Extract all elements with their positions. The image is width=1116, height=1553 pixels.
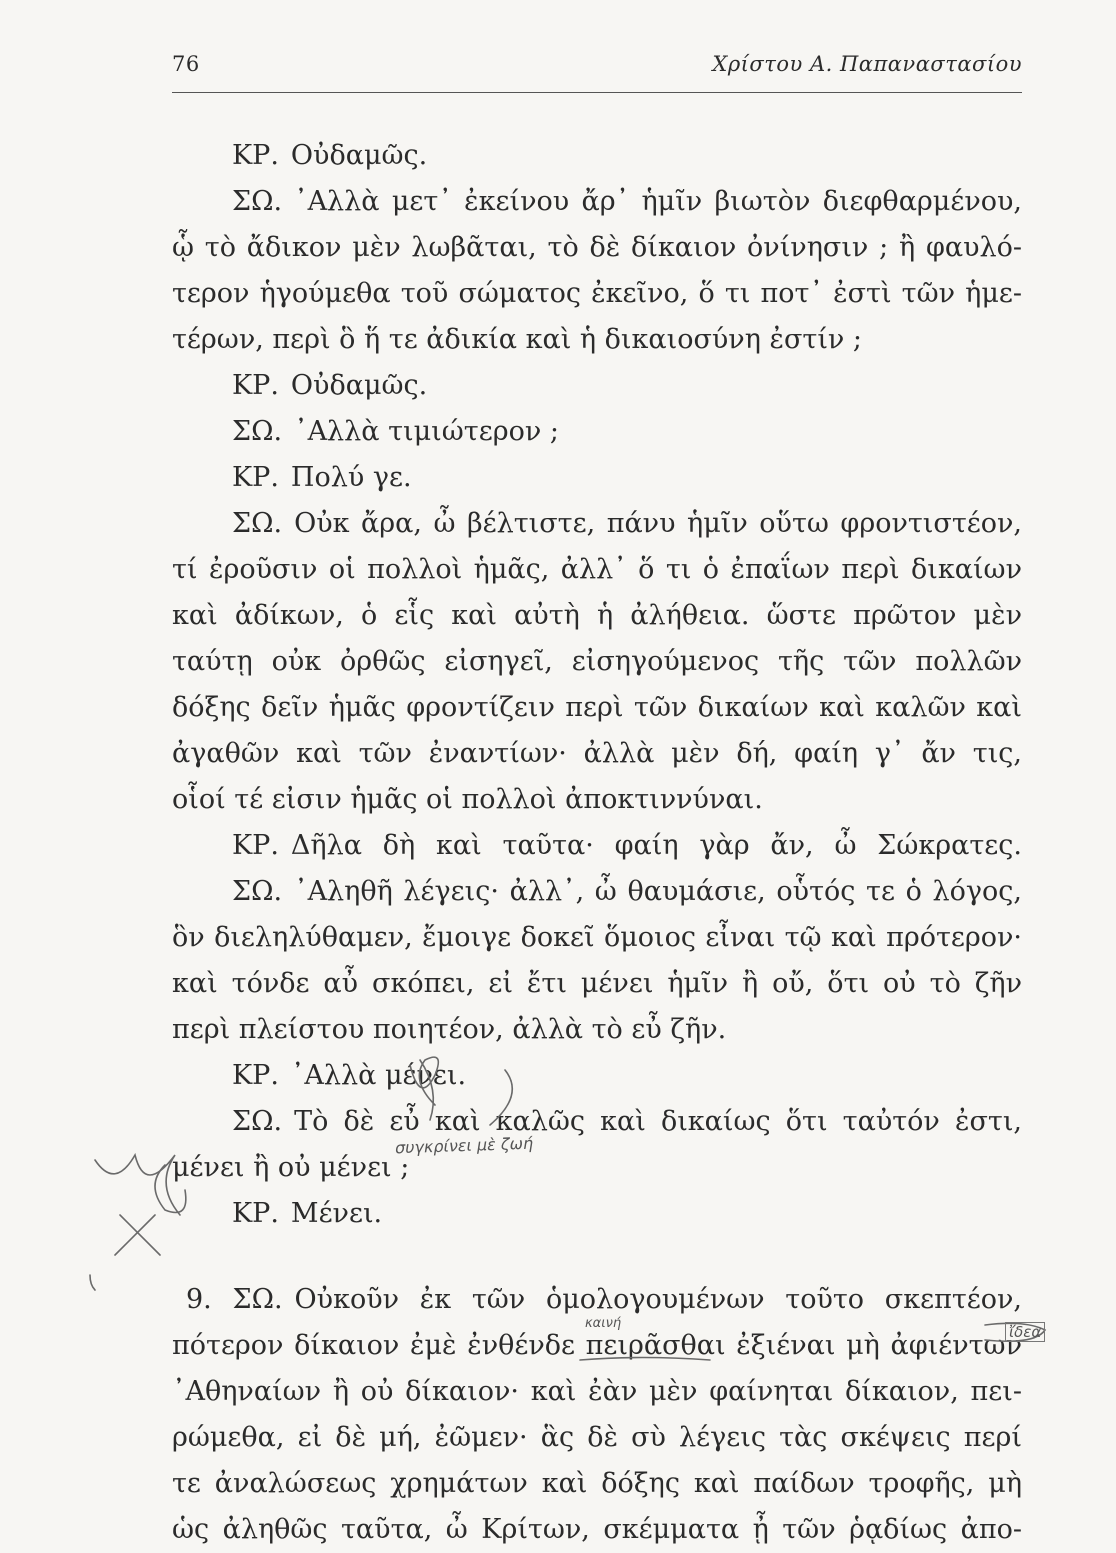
dialogue-line [172, 1191, 1022, 1237]
page-number: 76 [172, 52, 200, 76]
paragraph-gap [172, 1237, 1022, 1277]
text-line: ᾧ τὸ ἄδικον μὲν λωβᾶται, τὸ δὲ δίκαιον ὀνίνησιν ; ἢ φαυλό- [172, 232, 1022, 263]
text-line: καὶ ἀδίκων, ὁ εἷς καὶ αὐτὴ ἡ ἀλήθεια. ὥστε πρῶτον μὲν [172, 600, 1022, 631]
dialogue-line [172, 823, 1022, 869]
line-text: Πολύ γε. [290, 462, 412, 493]
text-line: τί ἐροῦσιν οἱ πολλοὶ ἡμᾶς, ἀλλ᾿ ὅ τι ὁ ἐπαΐων περὶ δικαίων [172, 554, 1022, 585]
margin-note-kaine: καινή [585, 1316, 622, 1331]
speaker-label: 9. ΣΩ. [186, 1284, 283, 1315]
speaker-label: ΚΡ. [232, 140, 279, 171]
text-line: ὃν διεληλύθαμεν, ἔμοιγε δοκεῖ ὅμοιος εἶναι τῷ καὶ πρότερον· [172, 922, 1022, 953]
text-line: οἷοί τέ εἰσιν ἡμᾶς οἱ πολλοὶ ἀποκτιννύναι. [172, 784, 763, 815]
dialogue-line [172, 409, 1022, 455]
margin-note-box: ἴδεα [1005, 1322, 1045, 1342]
text-line: ὡς ἀληθῶς ταῦτα, ὦ Κρίτων, σκέμματα ᾖ τῶν ῥᾳδίως ἀπο- [172, 1514, 1022, 1545]
line-text: Δῆλα δὴ καὶ ταῦτα· φαίη γὰρ ἄν, ὦ Σώκρατες. [290, 830, 1022, 861]
text-line: πότερον δίκαιον ἐμὲ ἐνθένδε πειρᾶσθαι ἐξιέναι μὴ ἀφιέντων [172, 1330, 1022, 1361]
text-line: δόξης δεῖν ἡμᾶς φροντίζειν περὶ τῶν δικαίων καὶ καλῶν καὶ [172, 692, 1022, 723]
text-line: τέρων, περὶ ὃ ἥ τε ἀδικία καὶ ἡ δικαιοσύνη ἐστίν ; [172, 324, 863, 355]
line-text: Μένει. [290, 1198, 383, 1229]
dialogue-line [172, 501, 1022, 547]
dialogue-line [172, 1099, 1022, 1145]
text-line: ᾿Αθηναίων ἢ οὐ δίκαιον· καὶ ἐὰν μὲν φαίνηται δίκαιον, πει- [172, 1376, 1022, 1407]
speaker-label: ΣΩ. [232, 876, 283, 907]
speaker-label: ΚΡ. [232, 830, 279, 861]
text-line: ρώμεθα, εἰ δὲ μή, ἐῶμεν· ἃς δὲ σὺ λέγεις τὰς σκέψεις περί [172, 1422, 1022, 1453]
speaker-label: ΣΩ. [232, 416, 283, 447]
dialogue-line [172, 363, 1022, 409]
line-text: Τὸ δὲ εὖ καὶ καλῶς καὶ δικαίως ὅτι ταὐτόν ἐστι, [294, 1106, 1022, 1137]
margin-note: συγκρίνει μὲ ζωή [394, 1133, 534, 1158]
speaker-label: ΚΡ. [232, 1060, 279, 1091]
text-line: περὶ πλείστου ποιητέον, ἀλλὰ τὸ εὖ ζῆν. [172, 1014, 727, 1045]
running-head: Χρίστου Α. Παπαναστασίου [712, 52, 1022, 76]
dialogue-line [172, 133, 1022, 179]
line-text: ᾿Αλλὰ μένει. [290, 1060, 467, 1091]
speaker-label: ΚΡ. [232, 462, 279, 493]
line-text: ᾿Αλλὰ τιμιώτερον ; [294, 416, 559, 447]
dialogue-line [172, 179, 1022, 225]
page-header [172, 52, 1022, 93]
text-line: τερον ἡγούμεθα τοῦ σώματος ἐκεῖνο, ὅ τι ποτ᾿ ἐστὶ τῶν ἡμε- [172, 278, 1022, 309]
body-text [172, 133, 1022, 1553]
speaker-label: ΣΩ. [232, 186, 283, 217]
text-line: καὶ τόνδε αὖ σκόπει, εἰ ἔτι μένει ἡμῖν ἢ οὔ, ὅτι οὐ τὸ ζῆν [172, 968, 1022, 999]
line-text: ᾿Αληθῆ λέγεις· ἀλλ᾿, ὦ θαυμάσιε, οὗτός τε ὁ λόγος, [294, 876, 1022, 907]
dialogue-line [172, 455, 1022, 501]
text-line: μένει ἢ οὐ μένει ; [172, 1152, 410, 1183]
text-line: ἀγαθῶν καὶ τῶν ἐναντίων· ἀλλὰ μὲν δή, φαίη γ᾿ ἄν τις, [172, 738, 1022, 769]
line-text: Οὐκ ἄρα, ὦ βέλτιστε, πάνυ ἡμῖν οὕτω φροντιστέον, [294, 508, 1022, 539]
dialogue-line [172, 869, 1022, 915]
speaker-label: ΚΡ. [232, 370, 279, 401]
dialogue-line [172, 1053, 1022, 1099]
speaker-label: ΣΩ. [232, 508, 283, 539]
speaker-label: ΚΡ. [232, 1198, 279, 1229]
line-text: Οὐκοῦν ἐκ τῶν ὁμολογουμένων τοῦτο σκεπτέον, [294, 1284, 1022, 1315]
line-text: Οὐδαμῶς. [290, 140, 428, 171]
line-text: ᾿Αλλὰ μετ᾿ ἐκείνου ἄρ᾿ ἡμῖν βιωτὸν διεφθαρμένου, [294, 186, 1022, 217]
speaker-label: ΣΩ. [232, 1106, 283, 1137]
line-text: Οὐδαμῶς. [290, 370, 428, 401]
text-line: τε ἀναλώσεως χρημάτων καὶ δόξης καὶ παίδων τροφῆς, μὴ [172, 1468, 1022, 1499]
text-line: ταύτῃ οὐκ ὀρθῶς εἰσηγεῖ, εἰσηγούμενος τῆς τῶν πολλῶν [172, 646, 1022, 677]
